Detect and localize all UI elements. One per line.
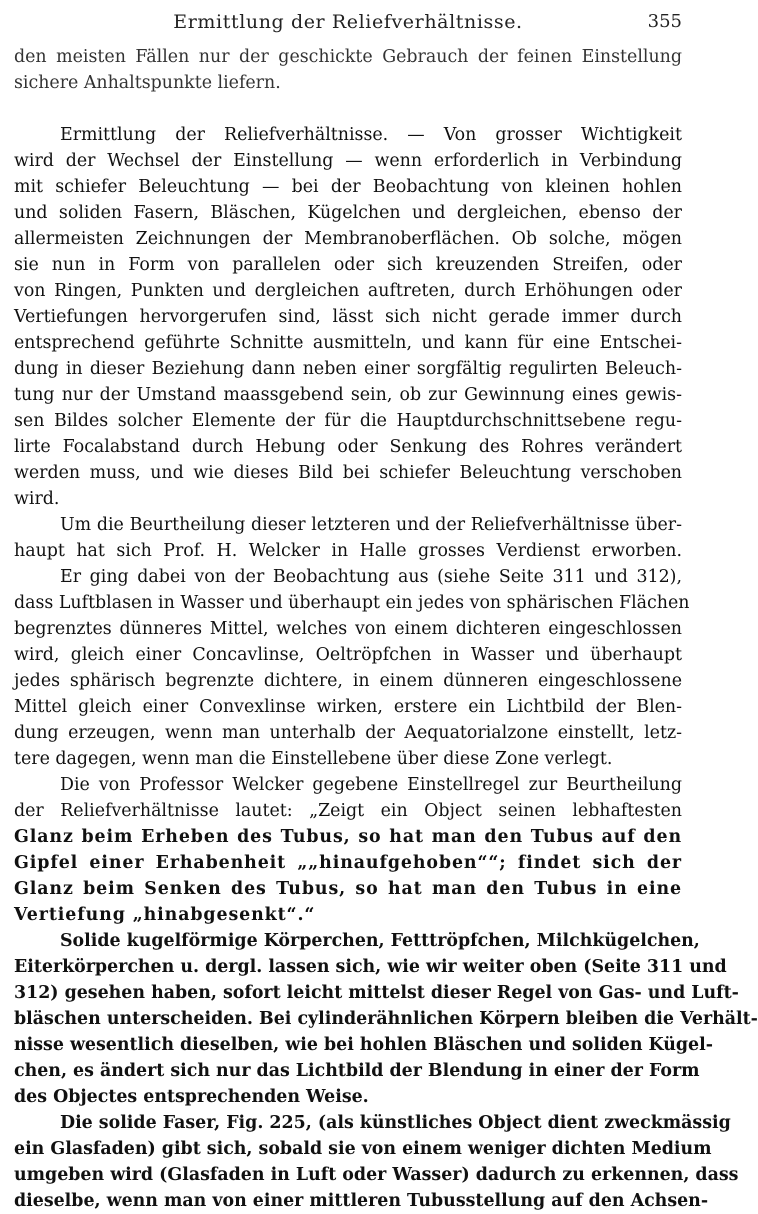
text-line: dieselbe, wenn man von einer mittleren Tubusstellung auf den Achsen- — [14, 1191, 709, 1211]
text-line: tung nur der Umstand maassgebend sein, ob zur Gewinnung eines gewis- — [14, 385, 682, 405]
page-number: 355 — [647, 11, 682, 32]
book-page — [14, 0, 758, 1211]
text-line: tere dagegen, wenn man die Einstellebene über diese Zone verlegt. — [14, 749, 613, 769]
text-line: den meisten Fällen nur der geschickte Gebrauch der feinen Einstellung — [14, 47, 682, 67]
text-line: und soliden Fasern, Bläschen, Kügelchen und dergleichen, ebenso der — [14, 203, 682, 223]
text-line: 312) gesehen haben, sofort leicht mittelst dieser Regel von Gas- und Luft- — [14, 983, 739, 1003]
text-line: bläschen unterscheiden. Bei cylinderähnlichen Körpern bleiben die Verhält- — [14, 1009, 758, 1029]
text-line: Die solide Faser, Fig. 225, (als künstliches Object dient zweckmässig — [60, 1113, 731, 1133]
text-line: dung erzeugen, wenn man unterhalb der Aequatorialzone einstellt, letz- — [14, 723, 682, 743]
text-line: allermeisten Zeichnungen der Membranoberflächen. Ob solche, mögen — [14, 229, 682, 249]
text-line: sie nun in Form von parallelen oder sich kreuzenden Streifen, oder — [14, 255, 682, 275]
text-line: Glanz beim Senken des Tubus, so hat man den Tubus in eine — [14, 879, 682, 899]
text-line: Um die Beurtheilung dieser letzteren und der Reliefverhältnisse über- — [60, 515, 682, 535]
text-line: dung in dieser Beziehung dann neben einer sorgfältig regulirten Beleuch- — [14, 359, 682, 379]
text-line: des Objectes entsprechenden Weise. — [14, 1087, 369, 1107]
text-line: lirte Focalabstand durch Hebung oder Senkung des Rohres verändert — [14, 437, 682, 457]
text-line: sichere Anhaltspunkte liefern. — [14, 73, 281, 93]
text-line: mit schiefer Beleuchtung — bei der Beobachtung von kleinen hohlen — [14, 177, 682, 197]
running-header — [14, 8, 682, 36]
text-line: Vertiefung „hinabgesenkt“.“ — [14, 905, 316, 925]
text-line: chen, es ändert sich nur das Lichtbild der Blendung in einer der Form — [14, 1061, 700, 1081]
running-title: Ermittlung der Reliefverhältnisse. — [173, 11, 523, 33]
text-line: sen Bildes solcher Elemente der für die Hauptdurchschnittsebene regu- — [14, 411, 682, 431]
text-line: Mittel gleich einer Convexlinse wirken, erstere ein Lichtbild der Blen- — [14, 697, 682, 717]
text-line: umgeben wird (Glasfaden in Luft oder Wasser) dadurch zu erkennen, dass — [14, 1165, 739, 1185]
section-heading-line: Ermittlung der Reliefverhältnisse. — Von grosser Wichtigkeit — [60, 125, 682, 145]
text-line: Solide kugelförmige Körperchen, Fetttröpfchen, Milchkügelchen, — [60, 931, 700, 951]
text-line: werden muss, und wie dieses Bild bei schiefer Beleuchtung verschoben — [14, 463, 682, 483]
text-line: von Ringen, Punkten und dergleichen auftreten, durch Erhöhungen oder — [14, 281, 682, 301]
text-line: entsprechend geführte Schnitte ausmitteln, und kann für eine Entschei- — [14, 333, 682, 353]
text-line: Er ging dabei von der Beobachtung aus (siehe Seite 311 und 312), — [60, 567, 682, 587]
text-line: begrenztes dünneres Mittel, welches von einem dichteren eingeschlossen — [14, 619, 682, 639]
text-line: Gipfel einer Erhabenheit „„hinaufgehoben““; findet sich der — [14, 853, 682, 873]
text-line: wird. — [14, 489, 60, 509]
text-line: Eiterkörperchen u. dergl. lassen sich, wie wir weiter oben (Seite 311 und — [14, 957, 727, 977]
text-line: Die von Professor Welcker gegebene Einstellregel zur Beurtheilung — [60, 775, 682, 795]
text-line: Glanz beim Erheben des Tubus, so hat man den Tubus auf den — [14, 827, 682, 847]
text-line: haupt hat sich Prof. H. Welcker in Halle grosses Verdienst erworben. — [14, 541, 682, 561]
text-line: dass Luftblasen in Wasser und überhaupt ein jedes von sphärischen Flächen — [14, 593, 690, 613]
text-line: ein Glasfaden) gibt sich, sobald sie von einem weniger dichten Medium — [14, 1139, 712, 1159]
text-line: wird der Wechsel der Einstellung — wenn erforderlich in Verbindung — [14, 151, 682, 171]
text-line: Vertiefungen hervorgerufen sind, lässt sich nicht gerade immer durch — [14, 307, 682, 327]
text-line: nisse wesentlich dieselben, wie bei hohlen Bläschen und soliden Kügel- — [14, 1035, 713, 1055]
text-line: jedes sphärisch begrenzte dichtere, in einem dünneren eingeschlossene — [14, 671, 682, 691]
text-line: wird, gleich einer Concavlinse, Oeltröpfchen in Wasser und überhaupt — [14, 645, 682, 665]
text-line: der Reliefverhältnisse lautet: „Zeigt ein Object seinen lebhaftesten — [14, 801, 682, 821]
